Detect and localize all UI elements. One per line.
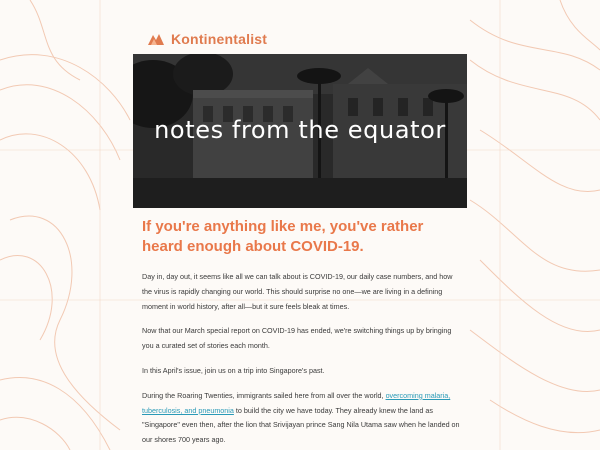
article-body bbox=[142, 217, 464, 450]
paragraph-3: In this April's issue, join us on a trip into Singapore's past. bbox=[142, 365, 325, 375]
paragraph-4-text-start: During the Roaring Twenties, immigrants sailed here from all over the world, bbox=[142, 390, 386, 400]
hero-title: notes from the equator bbox=[154, 116, 446, 144]
kontinentalist-logo-icon bbox=[147, 32, 165, 46]
paragraph-1: Day in, day out, it seems like all we can talk about is COVID-19, our daily case numbers, and how the virus is rapidly changing our world. This should surprise no one—we are living in a defining moment in world history, after all—but it sure feels bleak at times. bbox=[142, 272, 453, 311]
brand-header[interactable] bbox=[147, 31, 267, 47]
hero-banner-image bbox=[133, 54, 467, 208]
article-headline: If you're anything like me, you've rather heard enough about COVID-19. bbox=[142, 218, 424, 255]
paragraph-4-text-end: to build the city we have today. They already knew the land as "Singapore" even then, after the lion that Srivijayan prince Sang Nila Utama saw when he landed on our shores 700 years ago. bbox=[142, 405, 460, 445]
paragraph-4 bbox=[142, 389, 464, 448]
brand-name: Kontinentalist bbox=[171, 31, 268, 47]
malaria-tuberculosis-pneumonia-link[interactable]: overcoming malaria, tuberculosis, and pneumonia bbox=[142, 390, 451, 415]
paragraph-2: Now that our March special report on COVID-19 has ended, we're switching things up by bringing you a curated set of stories each month. bbox=[142, 326, 452, 351]
